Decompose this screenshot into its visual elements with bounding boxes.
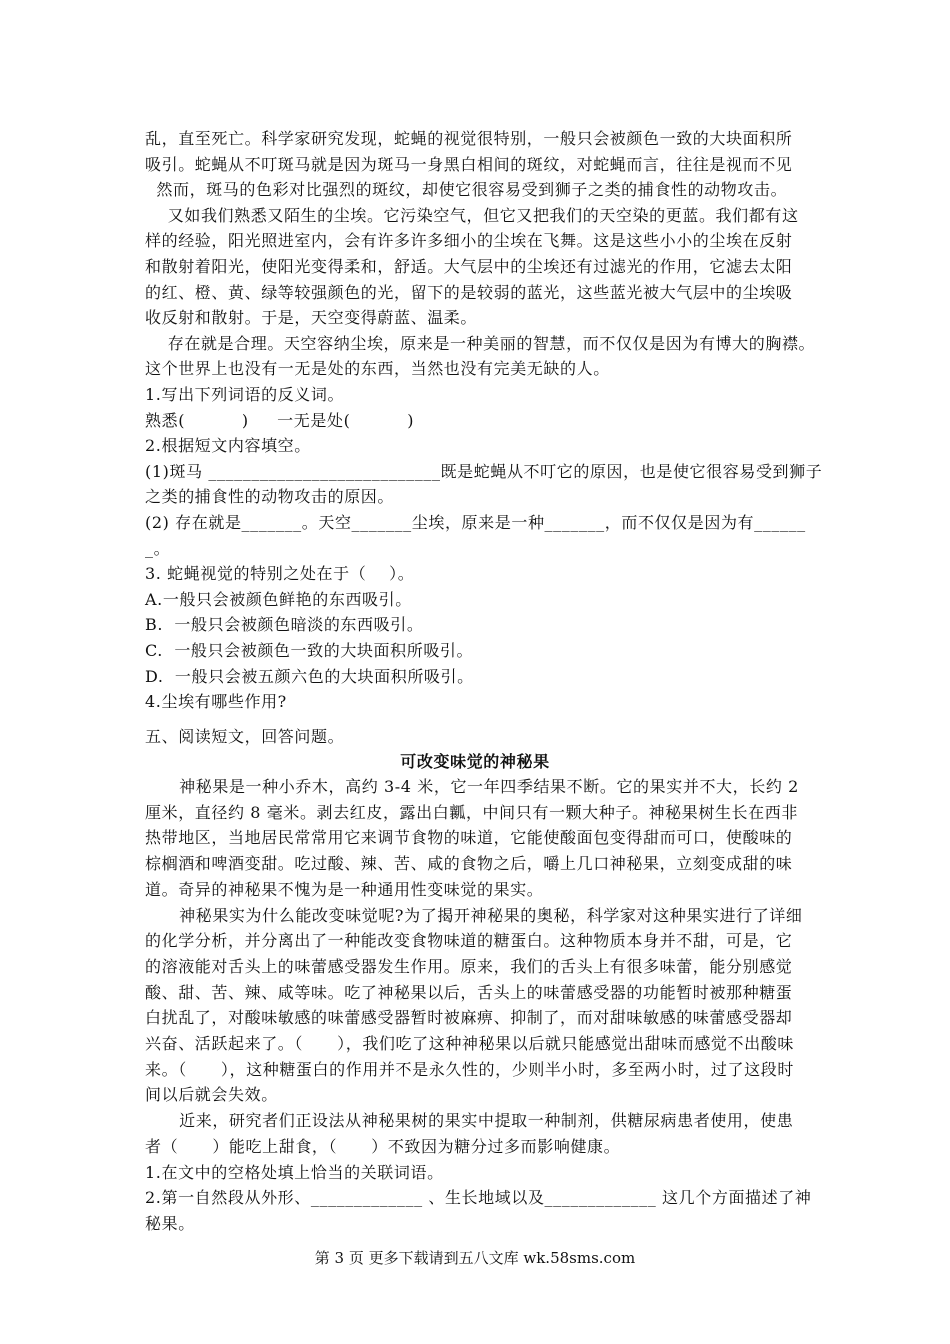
passage-one-line: 和散射着阳光，使阳光变得柔和，舒适。大气层中的尘埃还有过滤光的作用，它滤去太阳: [145, 257, 793, 276]
page-footer: 第 3 页 更多下载请到五八文库 wk.58sms.com: [314, 1249, 636, 1267]
passage-one-line: (2) 存在就是_______。天空_______尘埃，原来是一种_______，而不仅仅是因为有______: [145, 513, 806, 532]
passage-one-line: 1.写出下列词语的反义词。: [145, 385, 345, 404]
passage-two-line: 1.在文中的空格处填上恰当的关联词语。: [145, 1162, 444, 1182]
passage-one-line: A.一般只会被颜色鲜艳的东西吸引。: [145, 589, 412, 609]
passage-two-line: 的化学分析，并分离出了一种能改变食物味道的糖蛋白。这种物质本身并不甜，可是，它: [145, 931, 793, 951]
passage-two-line: 道。奇异的神秘果不愧为是一种通用性变味觉的果实。: [145, 879, 544, 899]
passage-one-line: 乱，直至死亡。科学家研究发现，蛇蝇的视觉很特别，一般只会被颜色一致的大块面积所: [145, 129, 793, 148]
passage-two-line: 间以后就会失效。: [145, 1085, 278, 1105]
passage-one-line: 收反射和散射。于是，天空变得蔚蓝、温柔。: [145, 308, 478, 328]
passage-one-line: 吸引。蛇蝇从不叮斑马就是因为斑马一身黑白相间的斑纹，对蛇蝇而言，往往是视而不见: [145, 154, 793, 174]
passage-one-line: 4.尘埃有哪些作用?: [145, 692, 287, 712]
passage-one-line: 存在就是合理。天空容纳尘埃，原来是一种美丽的智慧，而不仅仅是因为有博大的胸襟。: [145, 333, 816, 353]
passage-one-line: 这个世界上也没有一无是处的东西，当然也没有完美无缺的人。: [145, 359, 610, 379]
passage-two-line: 来。（ ），这种糖蛋白的作用并不是永久性的，少则半小时，多至两小时，过了这段时: [145, 1059, 794, 1079]
passage-two-line: 神秘果是一种小乔木，高约 3-4 米，它一年四季结果不断。它的果实并不大，长约 2: [145, 777, 799, 796]
passage-two-line: 2.第一自然段从外形、_____________ 、生长地域以及_____________ 这几个方面描述了神: [145, 1188, 812, 1208]
passage-one-line: B. 一般只会被颜色暗淡的东西吸引。: [145, 615, 424, 635]
passage-one-line: 3. 蛇蝇视觉的特别之处在于（ ）。: [145, 564, 415, 584]
passage-one-line: D. 一般只会被五颜六色的大块面积所吸引。: [145, 666, 474, 686]
passage-two-line: 秘果。: [145, 1213, 195, 1233]
passage-one-line: 的红、橙、黄、绿等较强颜色的光，留下的是较弱的蓝光，这些蓝光被大气层中的尘埃吸: [145, 282, 793, 302]
passage-two-line: 厘米，直径约 8 毫米。剥去红皮，露出白瓤，中间只有一颗大种子。神秘果树生长在西非: [145, 802, 798, 822]
passage-two-line: 白扰乱了，对酸味敏感的味蕾感受器暂时被麻痹、抑制了，而对甜味敏感的味蕾感受器却: [145, 1008, 793, 1028]
passage-one-line: 又如我们熟悉又陌生的尘埃。它污染空气，但它又把我们的天空染的更蓝。我们都有这: [145, 205, 799, 225]
passage-one-line: _。: [145, 538, 171, 558]
passage-two-line: 的溶液能对舌头上的味蕾感受器发生作用。原来，我们的舌头上有很多味蕾，能分别感觉: [145, 956, 793, 976]
passage-one-line: (1)斑马 ___________________________既是蛇蝇从不叮它的原因，也是使它很容易受到狮子: [145, 461, 823, 481]
passage-two-line: 者（ ）能吃上甜食，（ ）不致因为糖分过多而影响健康。: [145, 1136, 621, 1156]
passage-one-line: 之类的捕食性的动物攻击的原因。: [145, 487, 395, 507]
passage-two-line: 热带地区，当地居民常常用它来调节食物的味道，它能使酸面包变得甜而可口，使酸味的: [145, 828, 793, 848]
article-title: 可改变味觉的神秘果: [400, 752, 550, 771]
passage-one-line: 2.根据短文内容填空。: [145, 436, 311, 456]
section-heading: 五、阅读短文，回答问题。: [145, 727, 345, 746]
passage-one-line: 样的经验，阳光照进室内，会有许多许多细小的尘埃在飞舞。这是这些小小的尘埃在反射: [145, 231, 793, 251]
passage-two-line: 神秘果实为什么能改变味觉呢?为了揭开神秘果的奥秘，科学家对这种果实进行了详细: [145, 905, 803, 925]
passage-two-line: 酸、甜、苦、辣、咸等味。吃了神秘果以后，舌头上的味蕾感受器的功能暂时被那种糖蛋: [145, 982, 793, 1002]
passage-two-line: 棕榈酒和啤酒变甜。吃过酸、辣、苦、咸的食物之后，嚼上几口神秘果，立刻变成甜的味: [145, 854, 793, 874]
passage-one-line: 熟悉( ) 一无是处( ): [145, 410, 415, 430]
passage-one-line: 然而，斑马的色彩对比强烈的斑纹，却使它很容易受到狮子之类的捕食性的动物攻击。: [145, 180, 788, 200]
passage-two-line: 近来，研究者们正设法从神秘果树的果实中提取一种制剂，供糖尿病患者使用，使患: [145, 1111, 794, 1131]
passage-two-line: 兴奋、活跃起来了。（ ），我们吃了这种神秘果以后就只能感觉出甜味而感觉不出酸味: [145, 1034, 794, 1053]
passage-one-line: C. 一般只会被颜色一致的大块面积所吸引。: [145, 641, 474, 660]
